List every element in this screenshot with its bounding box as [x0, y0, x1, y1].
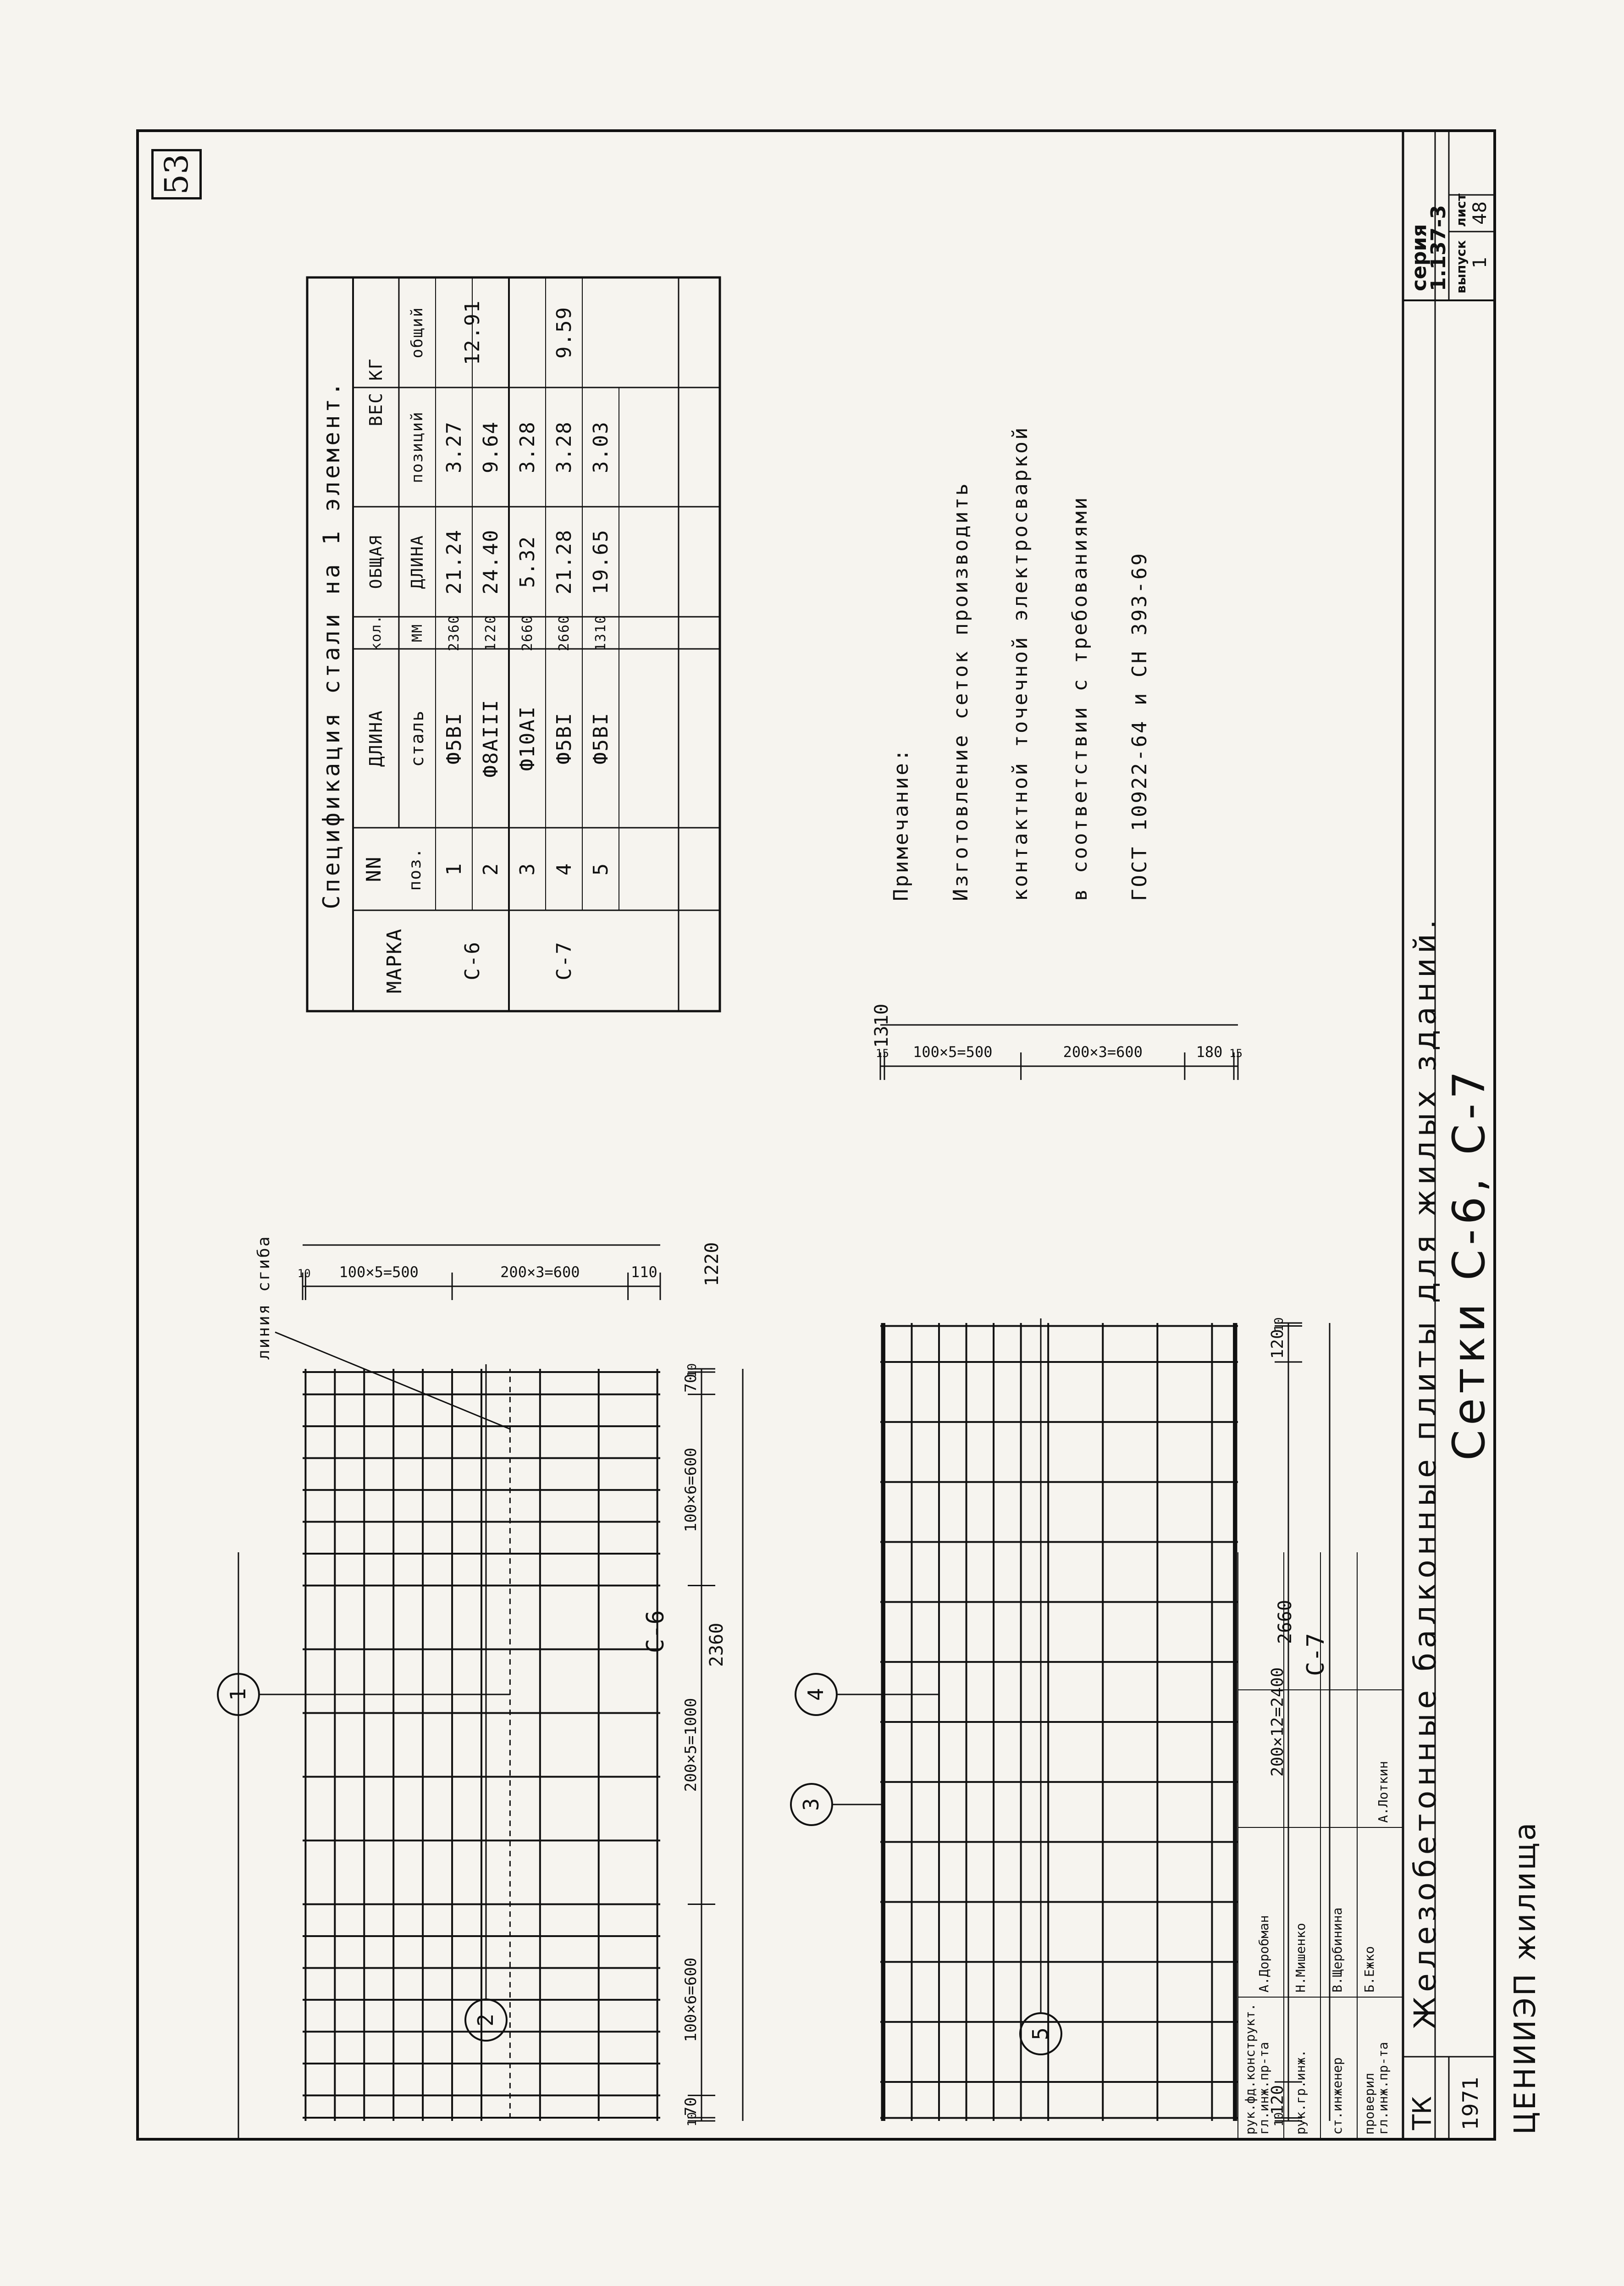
header-obshchiy: общий — [408, 306, 426, 359]
row-weight: 9.64 — [479, 421, 503, 473]
dim-label: 200×3=600 — [500, 1263, 580, 1281]
stamp-role: рук.фд.конструкт. — [1243, 2003, 1258, 2135]
header-mm: ММ — [409, 623, 425, 642]
header-ves: ВЕС КГ — [366, 358, 386, 426]
row-steel: Ф5ВI — [552, 712, 576, 764]
dim-label: 10 — [685, 1363, 699, 1378]
stamp-role: рук.гр.инж. — [1293, 2049, 1308, 2135]
row-total-length: 19.65 — [589, 529, 613, 595]
tb-seria-label: серия — [1408, 224, 1431, 291]
mesh-c7-total-short: 1310 — [871, 1003, 892, 1048]
dim-label: 70 — [682, 2097, 700, 2116]
stamp-role: гл.инж.пр-та — [1256, 2042, 1271, 2135]
stamp-name: Б.Ежко — [1362, 1946, 1377, 1993]
tb-vypusk-value: 1 — [1469, 256, 1491, 268]
row-total-length: 21.24 — [442, 529, 466, 595]
header-stal: сталь — [407, 709, 427, 767]
stamp-top-name: А.Лоткин — [1375, 1761, 1391, 1823]
row-length: 2660 — [519, 614, 536, 652]
row-steel: Ф5ВI — [442, 712, 466, 764]
callout-5-label: 5 — [1028, 2027, 1053, 2040]
dim-label: 200×3=600 — [1063, 1043, 1143, 1061]
row-pos: 4 — [552, 862, 576, 876]
row-weight: 3.28 — [515, 421, 539, 473]
row-total-weight: 9.59 — [552, 306, 576, 359]
dim-label: 100×6=600 — [682, 1957, 700, 2042]
row-weight: 3.03 — [589, 421, 613, 473]
header-marka: МАРКА — [382, 928, 406, 994]
dim-label: 10 — [1272, 1317, 1286, 1332]
header-nn: NN — [362, 856, 386, 882]
row-total-length: 21.28 — [552, 529, 576, 595]
note-line: Изготовление сеток производить — [949, 482, 972, 901]
row-length: 2660 — [556, 614, 572, 652]
tb-list-value: 48 — [1469, 201, 1491, 225]
callout-2-label: 2 — [473, 2014, 498, 2026]
mesh-c6-total-short: 1220 — [702, 1242, 723, 1286]
dim-label: 200×5=1000 — [682, 1698, 700, 1792]
note-line: ГОСТ 10922-64 и СН 393-69 — [1128, 551, 1151, 901]
dim-label: 110 — [630, 1263, 657, 1281]
stamp-top-role: гл.инж.пр-та — [1375, 2042, 1391, 2135]
dim-label: 120 — [1268, 1329, 1287, 1359]
row-total-length: 5.32 — [515, 536, 539, 588]
dim-label: 15 — [1229, 1047, 1243, 1060]
dim-label: 100×5=500 — [339, 1263, 419, 1281]
tb-title-sub: Сетки С-6, С-7 — [1443, 1066, 1495, 1461]
row-pos: 5 — [589, 862, 613, 876]
stamp-name: В.Щербинина — [1330, 1907, 1345, 1993]
header-pos: поз. — [405, 847, 425, 891]
dim-label: 10 — [1272, 2112, 1286, 2127]
dim-label: 200×12=2400 — [1268, 1667, 1287, 1777]
dim-label: 180 — [1196, 1043, 1223, 1061]
tb-institute: ЦЕНИИЭП жилища — [1508, 1821, 1542, 2135]
dim-label: 15 — [876, 1047, 889, 1060]
row-length: 2360 — [446, 614, 462, 652]
mesh-c7-label: С-7 — [1302, 1633, 1330, 1676]
note-heading: Примечание: — [889, 747, 913, 901]
tb-vypusk-label: выпуск — [1453, 240, 1469, 293]
spec-title: Спецификация стали на 1 элемент. — [318, 379, 345, 909]
dim-label: 100×5=500 — [913, 1043, 993, 1061]
header-obshchaya: ОБЩАЯ — [366, 534, 386, 589]
row-length: 1310 — [592, 614, 609, 652]
row-total-length: 24.40 — [479, 529, 503, 595]
row-steel: Ф10АI — [515, 705, 539, 771]
stamp-name: Н.Мишенко — [1293, 1923, 1308, 1993]
dim-label: 10 — [297, 1267, 311, 1280]
row-weight: 3.27 — [442, 421, 466, 473]
callout-1-label: 1 — [226, 1688, 250, 1701]
row-marka-c6: С-6 — [460, 941, 484, 980]
row-pos: 3 — [515, 862, 539, 876]
row-length: 1220 — [482, 614, 499, 652]
row-total-weight: 12.91 — [460, 299, 484, 365]
dim-label: 10 — [685, 2112, 699, 2127]
page-number: 53 — [151, 149, 202, 199]
row-steel: Ф8АIII — [479, 699, 503, 778]
header-pozitsiy: позиций — [408, 411, 426, 483]
header-kol: кол. — [368, 614, 384, 652]
note-line: контактной точечной электросваркой — [1009, 426, 1032, 901]
row-pos: 1 — [442, 862, 466, 876]
stamp-role: ст.инженер — [1330, 2057, 1345, 2135]
dim-label: 120 — [1268, 2085, 1287, 2115]
stamp-role: проверил — [1362, 2073, 1377, 2135]
row-weight: 3.28 — [552, 421, 576, 473]
tb-title-main: Железобетонные балконные плиты для жилых зданий. — [1408, 915, 1443, 2029]
tb-list-label: лист — [1453, 194, 1469, 227]
header-obshchaya-dlina: ДЛИНА — [408, 534, 427, 589]
mesh-c7-total-long: 2660 — [1275, 1600, 1296, 1644]
row-marka-c7: С-7 — [552, 941, 576, 980]
mesh-c6-total-long: 2360 — [706, 1622, 727, 1667]
callout-4-label: 4 — [803, 1688, 828, 1701]
note-line: в соответствии с требованиями — [1068, 495, 1092, 901]
dim-label: 70 — [682, 1373, 700, 1393]
tb-seria-value: 1.137-3 — [1427, 205, 1450, 291]
bend-line-label: линия сгиба — [254, 1235, 273, 1360]
stamp-name: А.Доробман — [1256, 1915, 1271, 1993]
tb-tk: ТК — [1408, 2096, 1437, 2130]
row-steel: Ф5ВI — [589, 712, 613, 764]
mesh-c6-label: С-6 — [642, 1610, 669, 1653]
dim-label: 100×6=600 — [682, 1447, 700, 1533]
header-dlina: ДЛИНА — [366, 709, 386, 767]
tb-year: 1971 — [1458, 2076, 1483, 2130]
row-pos: 2 — [479, 862, 503, 876]
callout-3-label: 3 — [799, 1798, 823, 1811]
